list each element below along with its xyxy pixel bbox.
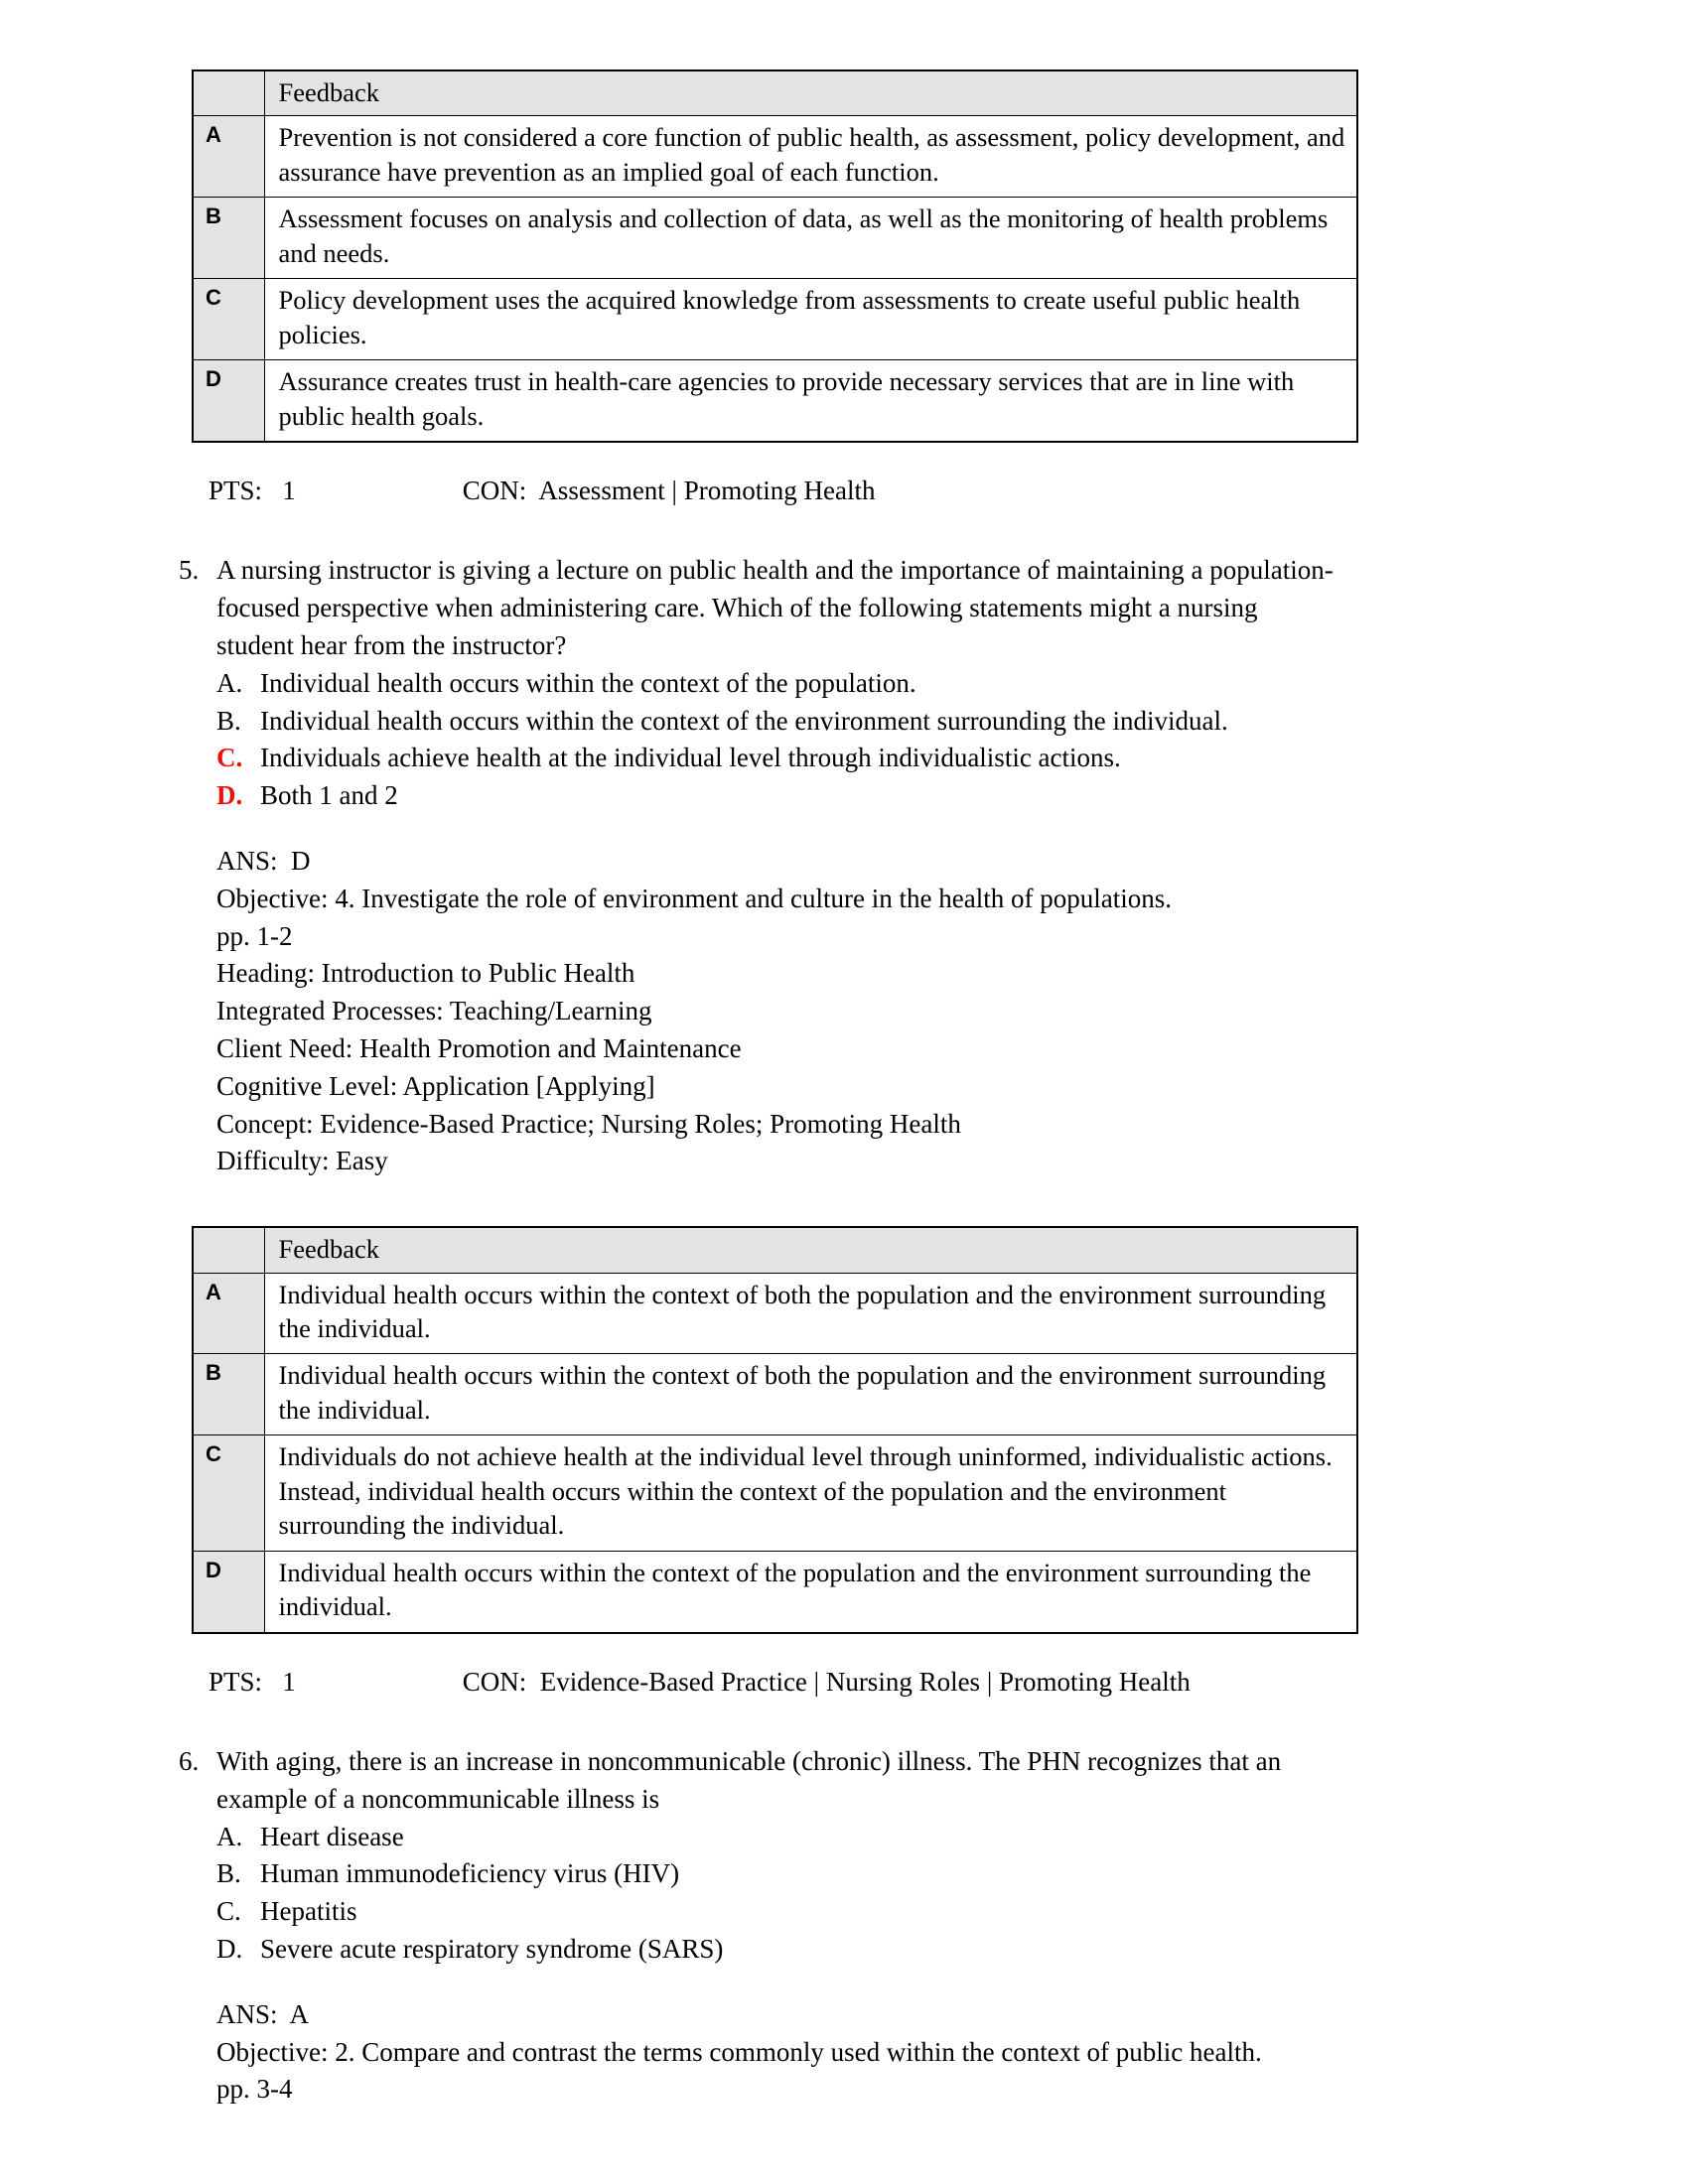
question-number: 6. [179, 1745, 200, 1776]
option-letter: A [193, 1273, 264, 1354]
option-letter: C [193, 1435, 264, 1551]
feedback-text: Prevention is not considered a core function of public health, as assessment, policy development, and assurance have prevention as an implied goal of each function. [264, 116, 1357, 198]
option-text: Severe acute respiratory syndrome (SARS) [260, 1933, 724, 1964]
answer-line: ANS: A [216, 1998, 310, 2029]
option-letter: C. [216, 1896, 241, 1927]
spacer [179, 1180, 1509, 1226]
option-text: Both 1 and 2 [260, 780, 398, 811]
answer-option-c[interactable] [216, 740, 1509, 777]
table-header-letter-cell [193, 1227, 264, 1273]
option-letter: A [193, 116, 264, 198]
option-text: Human immunodeficiency virus (HIV) [260, 1858, 680, 1889]
option-text: Individuals achieve health at the individual level through individualistic actions. [260, 743, 1121, 773]
pts-con-line-question-4 [209, 473, 1509, 508]
table-row [193, 1354, 1357, 1435]
pages-line: pp. 1-2 [216, 920, 293, 951]
feedback-table-question-5 [192, 1226, 1358, 1633]
answer-options-list [216, 665, 1509, 815]
pts-label: PTS: [209, 1666, 263, 1697]
option-letter: C. [216, 743, 243, 773]
client-need-line: Client Need: Health Promotion and Maintenance [216, 1032, 742, 1063]
table-row [193, 360, 1357, 442]
pts-label: PTS: [209, 475, 263, 505]
option-text: Heart disease [260, 1821, 404, 1851]
answer-line: ANS: D [216, 845, 311, 876]
option-letter: A. [216, 1821, 243, 1851]
table-header-row [193, 70, 1357, 116]
feedback-text: Individuals do not achieve health at the individual level through uninformed, individualistic actions. Instead, individual health occurs within the context of the population and the environment surrounding the individual. [264, 1435, 1357, 1551]
concept-line: Concept: Evidence-Based Practice; Nursing Roles; Promoting Health [216, 1108, 961, 1139]
feedback-text: Individual health occurs within the context of both the population and the environment surrounding the individual. [264, 1273, 1357, 1354]
option-letter: D [193, 360, 264, 442]
objective-line: Objective: 2. Compare and contrast the terms commonly used within the context of public health. [216, 2036, 1262, 2067]
feedback-text: Policy development uses the acquired knowledge from assessments to create useful public health policies. [264, 279, 1357, 360]
con-value: Evidence-Based Practice | Nursing Roles | Promoting Health [539, 1666, 1191, 1697]
con-label: CON: [462, 475, 527, 505]
option-letter: B [193, 198, 264, 279]
con-value: Assessment | Promoting Health [538, 475, 876, 505]
answer-option-a[interactable] [216, 1819, 1509, 1856]
feedback-text: Assessment focuses on analysis and collection of data, as well as the monitoring of health problems and needs. [264, 198, 1357, 279]
pts-value: 1 [282, 475, 296, 505]
option-text: Hepatitis [260, 1896, 357, 1927]
table-row [193, 1435, 1357, 1551]
option-letter: B [193, 1354, 264, 1435]
question-stem: With aging, there is an increase in noncommunicable (chronic) illness. The PHN recognizes that an example of a noncommunicable illness is [216, 1745, 1282, 1814]
question-5-metadata [216, 843, 1509, 1180]
option-text: Individual health occurs within the context of the environment surrounding the individual. [260, 705, 1228, 736]
feedback-text: Individual health occurs within the context of the population and the environment surrounding the individual. [264, 1551, 1357, 1632]
option-letter: B. [216, 1858, 241, 1889]
heading-line: Heading: Introduction to Public Health [216, 958, 635, 989]
table-row [193, 1273, 1357, 1354]
option-letter: B. [216, 705, 241, 736]
answer-option-c[interactable] [216, 1893, 1509, 1931]
table-row [193, 1551, 1357, 1632]
feedback-table-question-4 [192, 69, 1358, 443]
answer-option-b[interactable] [216, 703, 1509, 741]
question-number: 5. [179, 555, 200, 586]
feedback-text: Individual health occurs within the context of both the population and the environment surrounding the individual. [264, 1354, 1357, 1435]
con-label: CON: [462, 1666, 527, 1697]
table-row [193, 279, 1357, 360]
table-row [193, 116, 1357, 198]
question-6 [179, 1743, 1509, 1969]
question-6-metadata [216, 1996, 1509, 2109]
answer-option-d[interactable] [216, 1931, 1509, 1969]
answer-options-list [216, 1819, 1509, 1969]
cognitive-level-line: Cognitive Level: Application [Applying] [216, 1070, 655, 1101]
table-header-feedback-cell: Feedback [264, 70, 1357, 116]
question-stem: A nursing instructor is giving a lecture on public health and the importance of maintaining a population-focused perspective when administering care. Which of the following statements might a nursing student hear from the instructor? [216, 555, 1334, 660]
option-letter: C [193, 279, 264, 360]
objective-line: Objective: 4. Investigate the role of environment and culture in the health of populations. [216, 883, 1172, 913]
answer-option-b[interactable] [216, 1855, 1509, 1893]
pts-value: 1 [282, 1666, 296, 1697]
question-5 [179, 552, 1509, 815]
feedback-text: Assurance creates trust in health-care agencies to provide necessary services that are in line with public health goals. [264, 360, 1357, 442]
integrated-processes-line: Integrated Processes: Teaching/Learning [216, 996, 652, 1026]
difficulty-line: Difficulty: Easy [216, 1146, 388, 1176]
pts-con-line-question-5 [209, 1664, 1509, 1700]
option-text: Individual health occurs within the context of the population. [260, 667, 916, 698]
table-header-feedback-cell: Feedback [264, 1227, 1357, 1273]
pages-line: pp. 3-4 [216, 2074, 293, 2105]
option-letter: A. [216, 667, 243, 698]
option-letter: D. [216, 1933, 243, 1964]
option-letter: D [193, 1551, 264, 1632]
answer-option-a[interactable] [216, 665, 1509, 703]
table-header-letter-cell [193, 70, 264, 116]
table-header-row [193, 1227, 1357, 1273]
option-letter: D. [216, 780, 243, 811]
table-row [193, 198, 1357, 279]
answer-option-d[interactable] [216, 777, 1509, 815]
